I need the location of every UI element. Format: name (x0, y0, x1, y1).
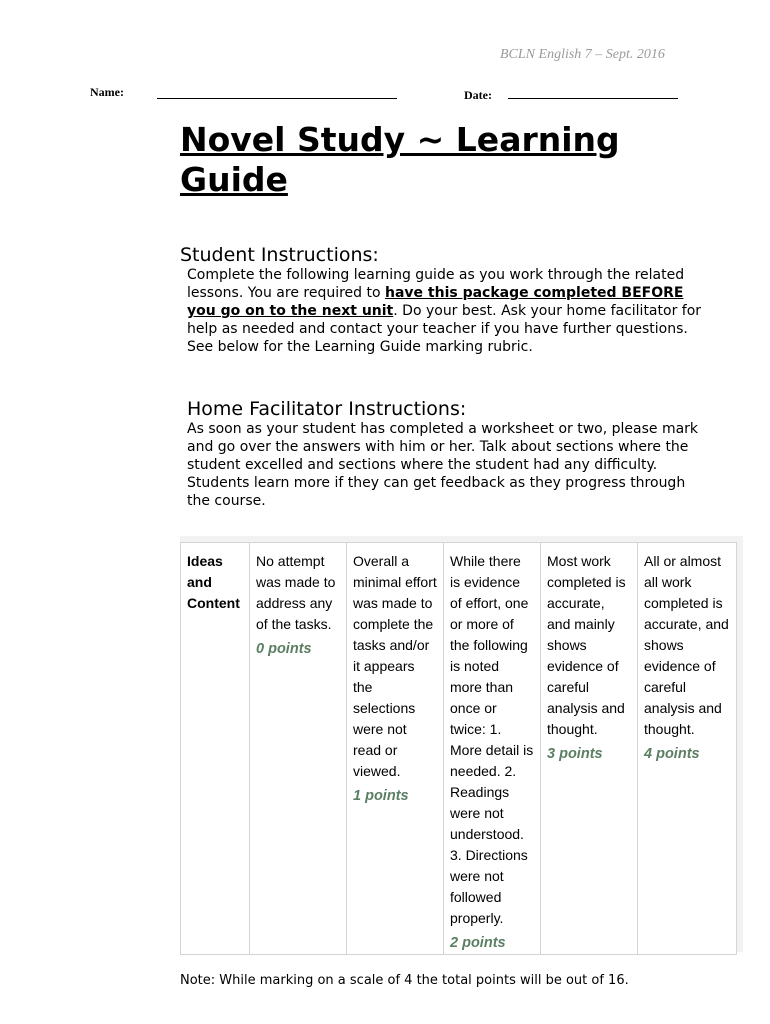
page-title: Novel Study ~ Learning Guide (180, 120, 620, 199)
rubric-level-points: 2 points (450, 935, 506, 951)
course-header: BCLN English 7 – Sept. 2016 (500, 47, 665, 62)
rubric-image (180, 536, 743, 952)
rubric-level-points: 4 points (644, 746, 700, 762)
rubric-row (181, 543, 737, 955)
rubric-level-description: While there is evidence of effort, one or more of the following is noted more than once or twice: 1. More detail is needed. 2. Readings were not understood. 3. Directions were not followed properly. (450, 553, 534, 926)
rubric-level-cell (541, 543, 638, 955)
rubric-level-points: 3 points (547, 746, 603, 762)
rubric-level-cell (444, 543, 541, 955)
rubric-criterion: Ideas and Content (181, 543, 250, 955)
student-text-part-2: . Do your best. Ask your home facilitator for help as needed and contact your teacher if you have further questions. See below for the Learning Guide marking rubric. (187, 303, 702, 355)
student-text-emphasis: have this package completed BEFORE you go on to the next unit (187, 285, 684, 319)
rubric-level-description: All or almost all work completed is accurate, and shows evidence of careful analysis and thought. (644, 553, 729, 737)
facilitator-instructions-heading: Home Facilitator Instructions: (187, 398, 467, 420)
name-blank-line (157, 98, 397, 99)
rubric-level-description: Most work completed is accurate, and mainly shows evidence of careful analysis and thought. (547, 553, 626, 737)
student-instructions-text (187, 266, 707, 356)
scoring-note: Note: While marking on a scale of 4 the total points will be out of 16. (180, 973, 629, 988)
rubric-level-description: Overall a minimal effort was made to complete the tasks and/or it appears the selections were not read or viewed. (353, 553, 437, 779)
student-text-part-1: Complete the following learning guide as you work through the related lessons. You are required to (187, 267, 685, 301)
name-label: Name: (90, 85, 124, 99)
marking-rubric-table (180, 542, 737, 955)
rubric-level-description: No attempt was made to address any of the tasks. (256, 553, 336, 632)
rubric-level-points: 0 points (256, 641, 312, 657)
rubric-level-points: 1 points (353, 788, 409, 804)
rubric-level-cell (347, 543, 444, 955)
date-blank-line (508, 98, 678, 99)
facilitator-instructions-text: As soon as your student has completed a worksheet or two, please mark and go over the answers with him or her. Talk about sections where the student excelled and sections where the student had any difficulty. Students learn more if they can get feedback as they progress through the course. (187, 421, 699, 509)
date-label: Date: (464, 88, 492, 102)
rubric-level-cell (250, 543, 347, 955)
rubric-level-cell (638, 543, 737, 955)
student-instructions-heading: Student Instructions: (180, 244, 379, 266)
